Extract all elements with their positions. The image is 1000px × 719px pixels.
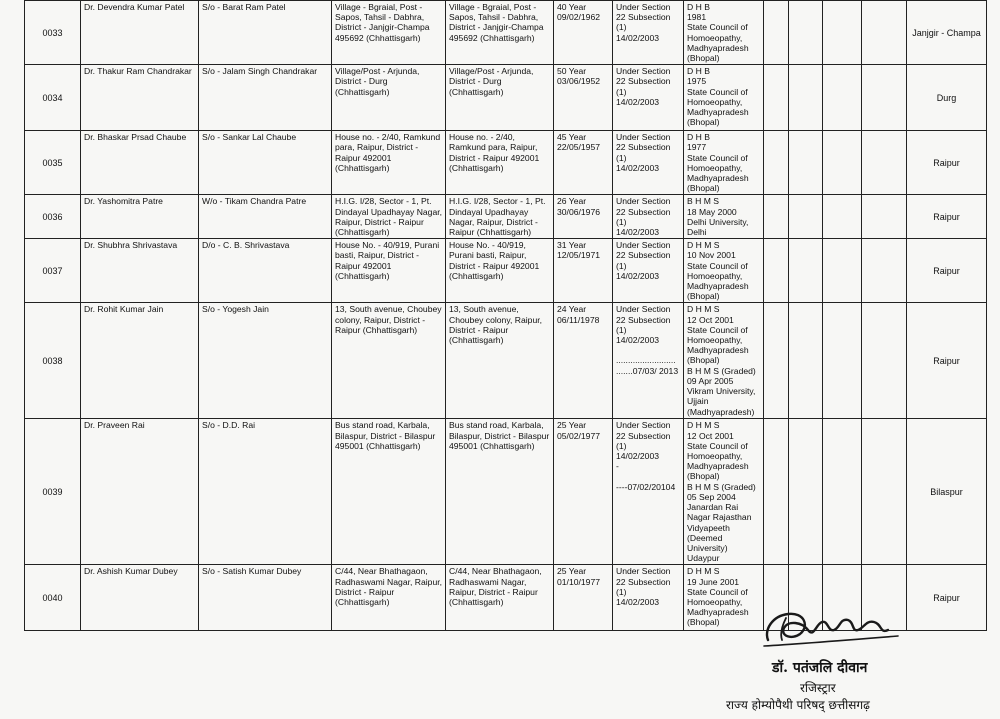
blank-cell xyxy=(789,65,823,131)
present-address: Village/Post - Arjunda, District - Durg (Chhattisgarh) xyxy=(446,65,554,131)
serial-number: 0037 xyxy=(25,239,81,303)
registration-section: Under Section 22 Subsection (1) 14/02/2003 xyxy=(613,565,684,631)
blank-cell xyxy=(823,239,862,303)
age-and-dob: 24 Year 06/11/1978 xyxy=(554,303,613,419)
practitioner-name: Dr. Shubhra Shrivastava xyxy=(81,239,199,303)
relation-name: S/o - Yogesh Jain xyxy=(199,303,332,419)
registrar-signature-block xyxy=(700,600,1000,719)
qualification: D H M S 12 Oct 2001 State Council of Homoeopathy, Madhyapradesh (Bhopal) B H M S (Graded) 09 Apr 2005 Vikram University, Ujjain (Madhyapradesh) xyxy=(684,303,764,419)
blank-cell xyxy=(823,419,862,565)
blank-cell xyxy=(789,131,823,195)
serial-number: 0038 xyxy=(25,303,81,419)
qualification: B H M S 18 May 2000 Delhi University, Delhi xyxy=(684,195,764,239)
serial-number: 0040 xyxy=(25,565,81,631)
permanent-address: Bus stand road, Karbala, Bilaspur, District - Bilaspur 495001 (Chhattisgarh) xyxy=(332,419,446,565)
age-and-dob: 31 Year 12/05/1971 xyxy=(554,239,613,303)
age-and-dob: 40 Year 09/02/1962 xyxy=(554,1,613,65)
serial-number: 0034 xyxy=(25,65,81,131)
present-address: House no. - 2/40, Ramkund para, Raipur, District - Raipur 492001 (Chhattisgarh) xyxy=(446,131,554,195)
registration-section: Under Section 22 Subsection (1) 14/02/2003 xyxy=(613,65,684,131)
district: Raipur xyxy=(907,303,987,419)
register-row xyxy=(25,65,987,131)
permanent-address: Village - Bgraial, Post - Sapos, Tahsil - Dabhra, District - Janjgir-Champa 495692 (Chhattisgarh) xyxy=(332,1,446,65)
district: Raipur xyxy=(907,565,987,631)
blank-cell xyxy=(862,419,907,565)
blank-cell xyxy=(764,419,789,565)
district: Raipur xyxy=(907,239,987,303)
relation-name: D/o - C. B. Shrivastava xyxy=(199,239,332,303)
district: Raipur xyxy=(907,195,987,239)
register-row xyxy=(25,419,987,565)
practitioner-name: Dr. Yashomitra Patre xyxy=(81,195,199,239)
relation-name: S/o - Barat Ram Patel xyxy=(199,1,332,65)
relation-name: S/o - D.D. Rai xyxy=(199,419,332,565)
permanent-address: Village/Post - Arjunda, District - Durg (Chhattisgarh) xyxy=(332,65,446,131)
blank-cell xyxy=(764,239,789,303)
permanent-address: House no. - 2/40, Ramkund para, Raipur, District - Raipur 492001 (Chhattisgarh) xyxy=(332,131,446,195)
register-table xyxy=(24,0,987,631)
blank-cell xyxy=(823,1,862,65)
blank-cell xyxy=(862,239,907,303)
blank-cell xyxy=(789,419,823,565)
register-row xyxy=(25,239,987,303)
age-and-dob: 26 Year 30/06/1976 xyxy=(554,195,613,239)
qualification: D H M S 12 Oct 2001 State Council of Homoeopathy, Madhyapradesh (Bhopal) B H M S (Graded) 05 Sep 2004 Janardan Rai Nagar Rajasthan Vidyapeeth (Deemed University) Udaypur xyxy=(684,419,764,565)
age-and-dob: 45 Year 22/05/1957 xyxy=(554,131,613,195)
council-name: राज्य होम्योपैथी परिषद् छत्तीसगढ़ xyxy=(726,698,870,712)
blank-cell xyxy=(764,303,789,419)
qualification: D H M S 19 June 2001 State Council of Homoeopathy, Madhyapradesh (Bhopal) xyxy=(684,565,764,631)
blank-cell xyxy=(862,65,907,131)
registration-section: Under Section 22 Subsection (1) 14/02/2003 xyxy=(613,131,684,195)
blank-cell xyxy=(862,1,907,65)
qualification: D H B 1975 State Council of Homoeopathy, Madhyapradesh (Bhopal) xyxy=(684,65,764,131)
age-and-dob: 25 Year 01/10/1977 xyxy=(554,565,613,631)
blank-cell xyxy=(789,1,823,65)
practitioner-name: Dr. Bhaskar Prsad Chaube xyxy=(81,131,199,195)
serial-number: 0035 xyxy=(25,131,81,195)
serial-number: 0033 xyxy=(25,1,81,65)
qualification: D H B 1977 State Council of Homoeopathy, Madhyapradesh (Bhopal) xyxy=(684,131,764,195)
relation-name: W/o - Tikam Chandra Patre xyxy=(199,195,332,239)
district: Durg xyxy=(907,65,987,131)
blank-cell xyxy=(862,195,907,239)
relation-name: S/o - Satish Kumar Dubey xyxy=(199,565,332,631)
age-and-dob: 25 Year 05/02/1977 xyxy=(554,419,613,565)
blank-cell xyxy=(823,131,862,195)
practitioner-name: Dr. Thakur Ram Chandrakar xyxy=(81,65,199,131)
practitioner-name: Dr. Devendra Kumar Patel xyxy=(81,1,199,65)
relation-name: S/o - Jalam Singh Chandrakar xyxy=(199,65,332,131)
blank-cell xyxy=(764,1,789,65)
blank-cell xyxy=(789,239,823,303)
blank-cell xyxy=(823,303,862,419)
practitioner-name: Dr. Praveen Rai xyxy=(81,419,199,565)
blank-cell xyxy=(823,195,862,239)
blank-cell xyxy=(789,303,823,419)
blank-cell xyxy=(764,131,789,195)
present-address: Bus stand road, Karbala, Bilaspur, District - Bilaspur 495001 (Chhattisgarh) xyxy=(446,419,554,565)
permanent-address: House No. - 40/919, Purani basti, Raipur, District - Raipur 492001 (Chhattisgarh) xyxy=(332,239,446,303)
serial-number: 0039 xyxy=(25,419,81,565)
register-row xyxy=(25,1,987,65)
registrar-name: डॉ. पतंजलि दीवान xyxy=(772,660,868,676)
practitioner-name: Dr. Ashish Kumar Dubey xyxy=(81,565,199,631)
qualification: D H B 1981 State Council of Homoeopathy, Madhyapradesh (Bhopal) xyxy=(684,1,764,65)
age-and-dob: 50 Year 03/06/1952 xyxy=(554,65,613,131)
practitioner-name: Dr. Rohit Kumar Jain xyxy=(81,303,199,419)
registration-section: Under Section 22 Subsection (1) 14/02/2003 xyxy=(613,195,684,239)
register-row xyxy=(25,131,987,195)
permanent-address: H.I.G. I/28, Sector - 1, Pt. Dindayal Upadhayay Nagar, Raipur, District - Raipur (Chhattisgarh) xyxy=(332,195,446,239)
blank-cell xyxy=(764,195,789,239)
blank-cell xyxy=(823,65,862,131)
register-row xyxy=(25,195,987,239)
district: Bilaspur xyxy=(907,419,987,565)
blank-cell xyxy=(789,195,823,239)
present-address: H.I.G. I/28, Sector - 1, Pt. Dindayal Upadhayay Nagar, Raipur, District - Raipur (Chhattisgarh) xyxy=(446,195,554,239)
registration-section: Under Section 22 Subsection (1) 14/02/2003 xyxy=(613,239,684,303)
serial-number: 0036 xyxy=(25,195,81,239)
register-body xyxy=(25,1,987,631)
present-address: C/44, Near Bhathagaon, Radhaswami Nagar, Raipur, District - Raipur (Chhattisgarh) xyxy=(446,565,554,631)
permanent-address: C/44, Near Bhathagaon, Radhaswami Nagar, Raipur, District - Raipur (Chhattisgarh) xyxy=(332,565,446,631)
blank-cell xyxy=(862,303,907,419)
permanent-address: 13, South avenue, Choubey colony, Raipur, District - Raipur (Chhattisgarh) xyxy=(332,303,446,419)
present-address: 13, South avenue, Choubey colony, Raipur, District - Raipur (Chhattisgarh) xyxy=(446,303,554,419)
relation-name: S/o - Sankar Lal Chaube xyxy=(199,131,332,195)
registrar-title: रजिस्ट्रार xyxy=(800,681,836,695)
handwritten-signature xyxy=(758,600,908,656)
district: Janjgir - Champa xyxy=(907,1,987,65)
present-address: House No. - 40/919, Purani basti, Raipur, District - Raipur 492001 (Chhattisgarh) xyxy=(446,239,554,303)
register-row xyxy=(25,303,987,419)
registration-section: Under Section 22 Subsection (1) 14/02/2003 ......................... .......07/03/ 2013 xyxy=(613,303,684,419)
blank-cell xyxy=(764,65,789,131)
blank-cell xyxy=(862,131,907,195)
registration-section: Under Section 22 Subsection (1) 14/02/2003 - ----07/02/20104 xyxy=(613,419,684,565)
registration-section: Under Section 22 Subsection (1) 14/02/2003 xyxy=(613,1,684,65)
present-address: Village - Bgraial, Post - Sapos, Tahsil - Dabhra, District - Janjgir-Champa 495692 (Chhattisgarh) xyxy=(446,1,554,65)
qualification: D H M S 10 Nov 2001 State Council of Homoeopathy, Madhyapradesh (Bhopal) xyxy=(684,239,764,303)
district: Raipur xyxy=(907,131,987,195)
register-sheet xyxy=(24,0,986,631)
